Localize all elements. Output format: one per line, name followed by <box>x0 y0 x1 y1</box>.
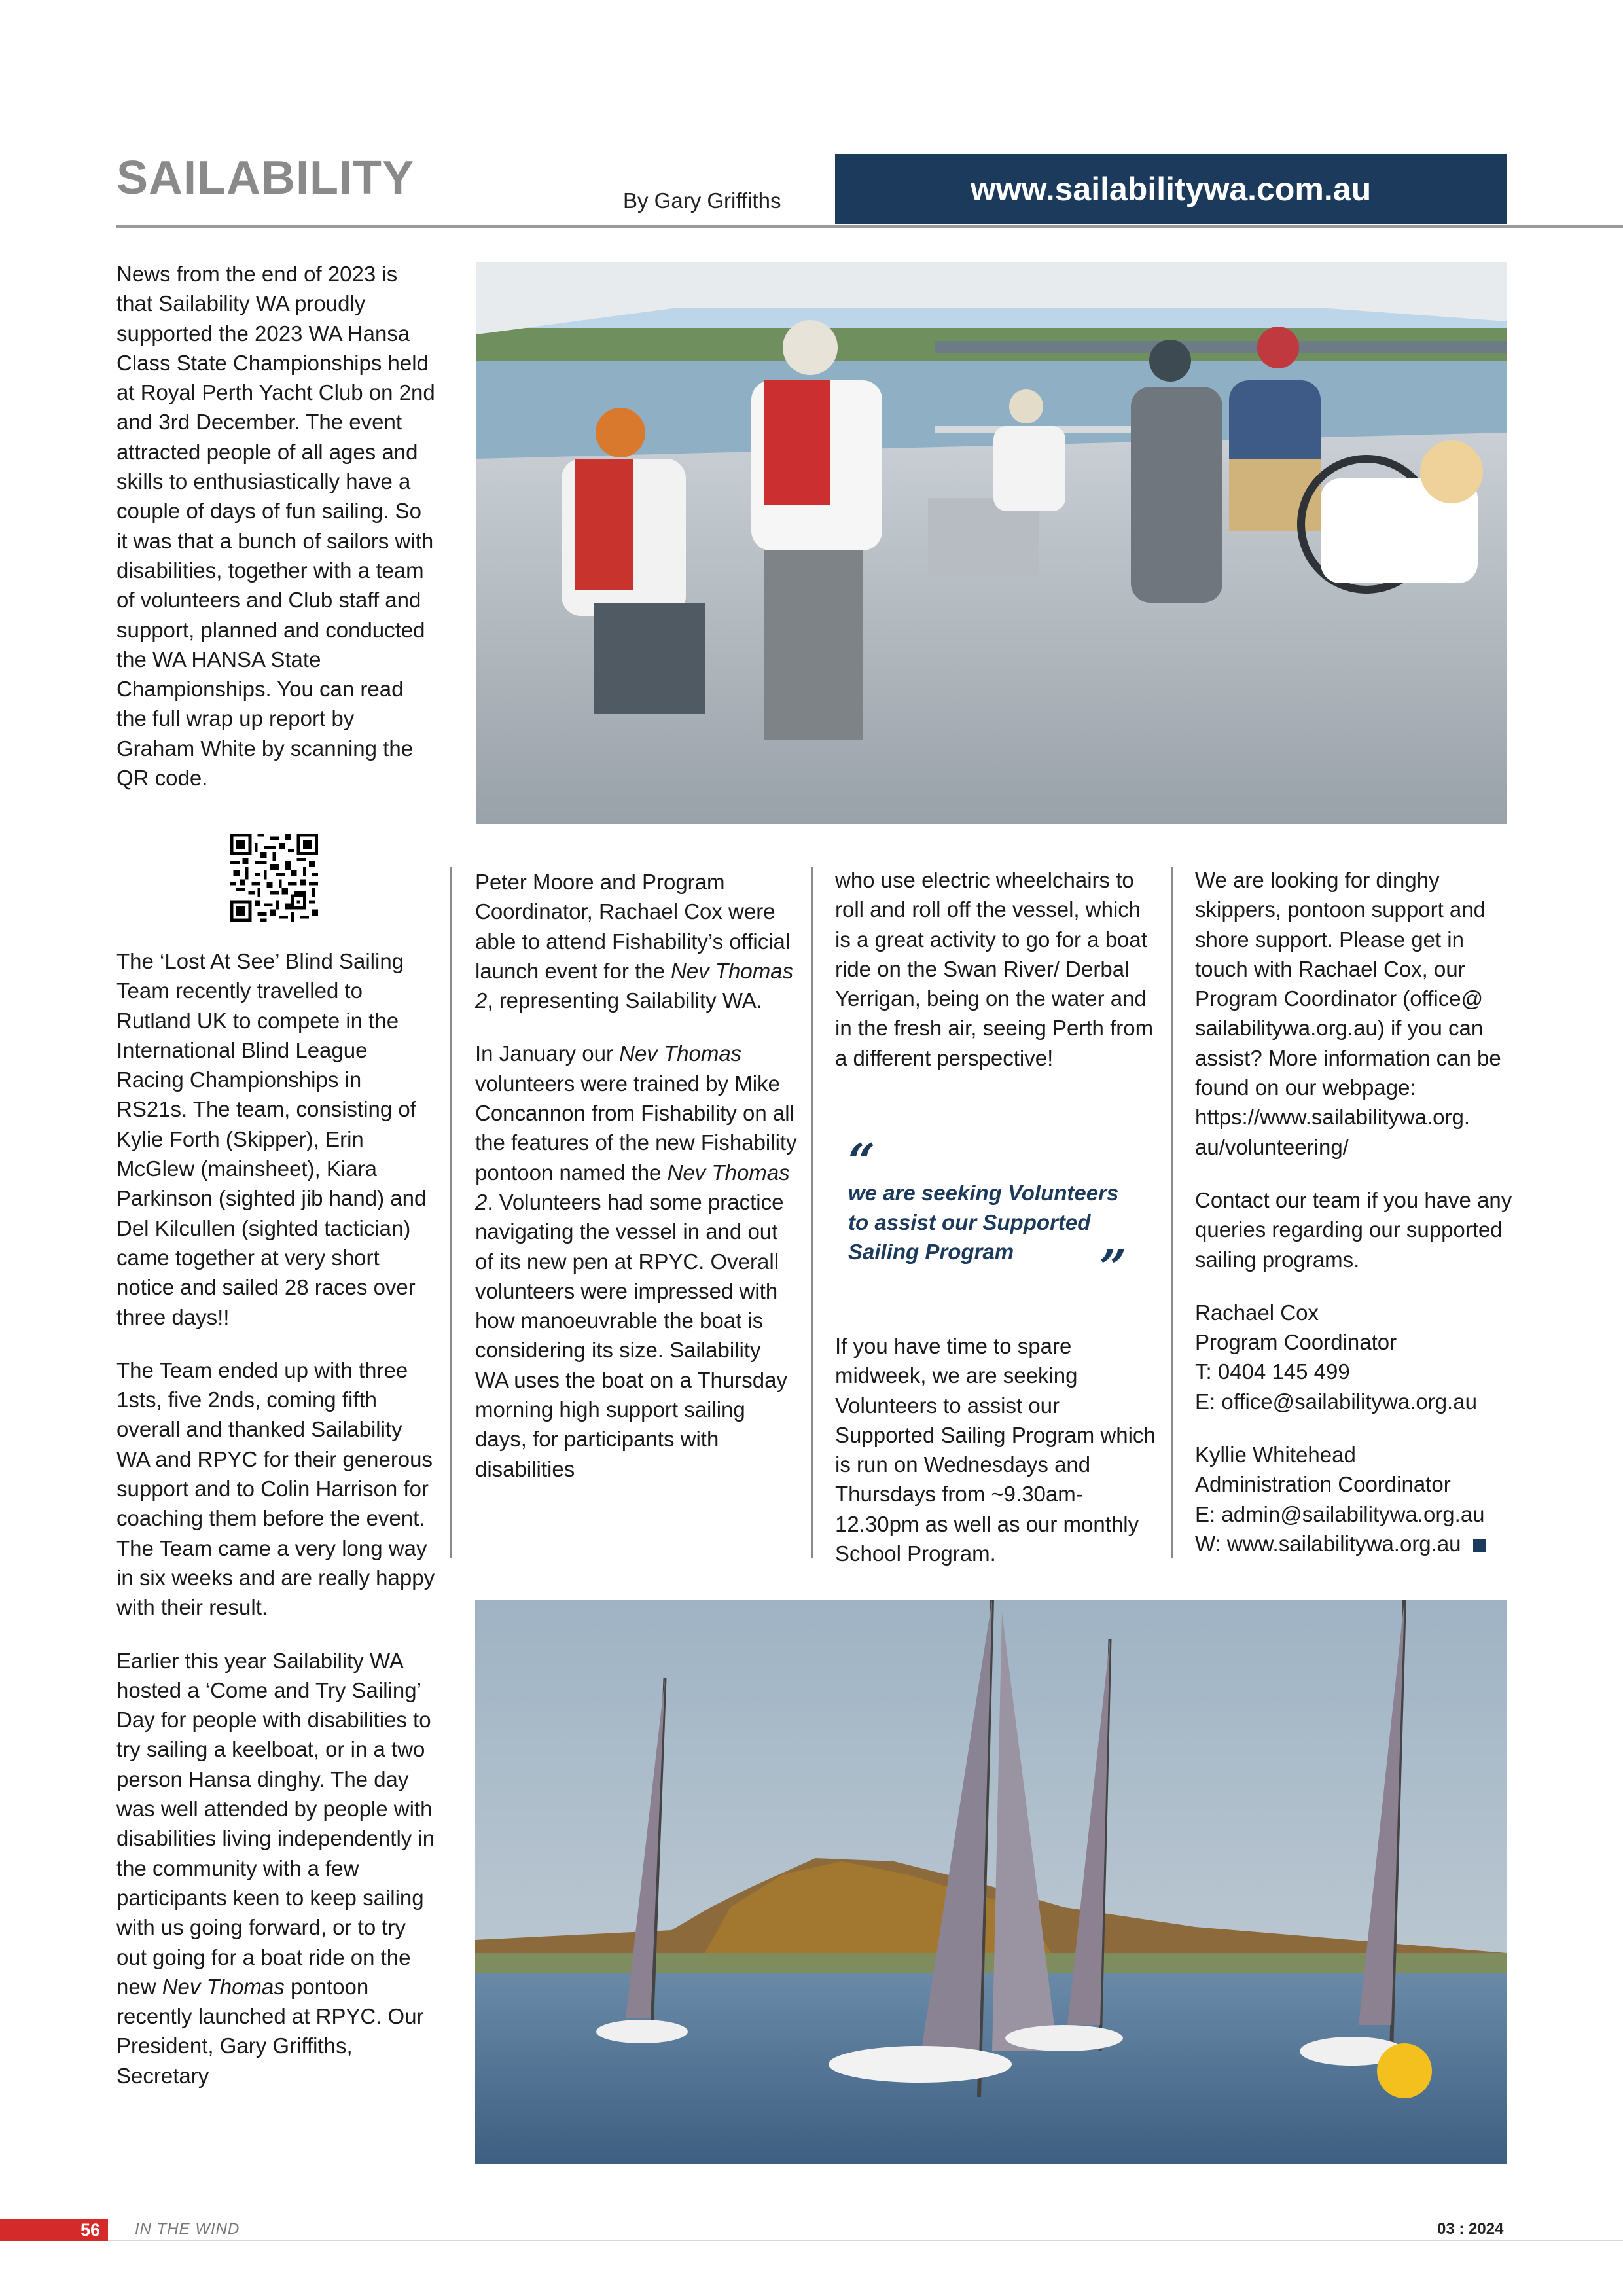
midweek-column <box>835 1331 1159 1568</box>
magazine-name: IN THE WIND <box>135 2220 240 2238</box>
end-of-article-icon <box>1473 1539 1486 1552</box>
qr-code[interactable] <box>230 834 318 922</box>
results-paragraph: The Team ended up with three 1sts, five 2nds, coming fifth overall and thanked Sailability WA and RPYC for their generous support and to Colin Harrison for coaching them before the event. The Team came a very long way in six weeks and are really happy with their result. <box>116 1357 435 1620</box>
section-title: SAILABILITY <box>116 152 414 204</box>
contact-team-paragraph: Contact our team if you have any queries regarding our supported sailing programs. <box>1195 1187 1512 1272</box>
contact-role: Program Coordinator <box>1195 1330 1397 1355</box>
contact-kyllie <box>1195 1440 1516 1558</box>
rs21-racing-photo <box>475 1600 1507 2164</box>
column-divider-2 <box>812 867 813 1558</box>
come-and-try-paragraph: Earlier this year Sailability WA hosted a ‘Come and Try Sailing’ Day for people with disabilities to try sailing a keelboat, or in a two person Hansa dinghy. The day was well attended by people with disabilities living independently in the community with a few participants keen to keep sailing with us going forward, or to try out going for a boat ride on the new Nev Thomas pontoon recently launched at RPYC. Our President, Gary Griffiths, Secretary <box>116 1648 435 2088</box>
quote-open-icon: “ <box>848 1133 876 1189</box>
contact-email[interactable]: E: admin@sailabilitywa.org.au <box>1195 1501 1485 1526</box>
header-rule <box>116 225 1623 228</box>
left-column-body <box>116 946 437 2090</box>
volunteer-training-paragraph: In January our Nev Thomas volunteers were trained by Mike Concannon from Fishability on all the features of the new Fishability pontoon named the Nev Thomas 2. Volunteers had some practice navigating the vessel in and out of its new pen at RPYC. Overall volunteers were impressed with how manoeuvrable the boat is considering its size. Sailability WA uses the boat on a Thursday morning high support sailing days, for participants with disabilities <box>475 1041 797 1481</box>
contact-name: Kyllie Whitehead <box>1195 1443 1356 1467</box>
volunteer-call-paragraph: We are looking for dinghy skippers, pontoon support and shore support. Please get in touch with Rachael Cox, our Program Coordinator (office@ sailabilitywa.org.au) if you can assist? More information can be found on our webpage: https://www.sailabilitywa.org. au/volunteering/ <box>1195 868 1501 1159</box>
contact-name: Rachael Cox <box>1195 1300 1319 1325</box>
fishability-launch-paragraph: Peter Moore and Program Coordinator, Rachael Cox were able to attend Fishability’s official launch event for the Nev Thomas 2, representing Sailability WA. <box>475 870 794 1013</box>
byline: By Gary Griffiths <box>623 188 781 213</box>
contact-rachael <box>1195 1298 1516 1416</box>
contact-email[interactable]: E: office@sailabilitywa.org.au <box>1195 1389 1477 1414</box>
column-divider-1 <box>450 867 452 1558</box>
contact-website[interactable]: W: www.sailabilitywa.org.au <box>1195 1531 1461 1556</box>
wheelchair-column <box>835 865 1159 1073</box>
footer-rule <box>108 2240 1623 2241</box>
quote-close-icon: ” <box>1099 1239 1127 1295</box>
pontoon-boat-photo <box>476 262 1507 824</box>
pull-quote: we are seeking Volunteers to assist our Supported Sailing Program <box>848 1181 1119 1264</box>
intro-paragraph: News from the end of 2023 is that Sailability WA proudly supported the 2023 WA Hansa Class State Championships held at Royal Perth Yacht Club on 2nd and 3rd December. The event attracted people of all ages and skills to enthusiastically have a couple of days of fun sailing. So it was that a bunch of sailors with disabilities, together with a team of volunteers and Club staff and support, planned and conducted the WA HANSA State Championships. You can read the full wrap up report by Graham White by scanning the QR code. <box>116 262 435 791</box>
column-divider-3 <box>1171 867 1173 1558</box>
website-banner[interactable]: www.sailabilitywa.com.au <box>835 154 1507 224</box>
contact-role: Administration Coordinator <box>1195 1472 1451 1497</box>
blind-sailing-paragraph: The ‘Lost At See’ Blind Sailing Team recently travelled to Rutland UK to compete in the International Blind League Racing Championships in RS21s. The team, consisting of Kylie Forth (Skipper), Erin McGlew (mainsheet), Kiara Parkinson (sighted jib hand) and Del Kilcullen (sighted tactician) came together at very short notice and sailed 28 races over three days!! <box>116 949 427 1329</box>
contact-column <box>1195 865 1516 1558</box>
fishability-column <box>475 867 799 1484</box>
issue-date: 03 : 2024 <box>1437 2220 1504 2238</box>
page-number: 56 <box>0 2219 108 2241</box>
intro-column <box>116 259 437 793</box>
contact-phone[interactable]: T: 0404 145 499 <box>1195 1359 1350 1384</box>
wheelchair-paragraph: who use electric wheelchairs to roll and roll off the vessel, which is a great activity to go for a boat ride on the Swan River/ Derbal Yerrigan, being on the water and in the fresh air, seeing Perth from a different perspective! <box>835 868 1154 1070</box>
midweek-paragraph: If you have time to spare midweek, we are seeking Volunteers to assist our Supported Sailing Program which is run on Wednesdays and Thursdays from ~9.30am-12.30pm as well as our monthly School Program. <box>835 1334 1156 1566</box>
